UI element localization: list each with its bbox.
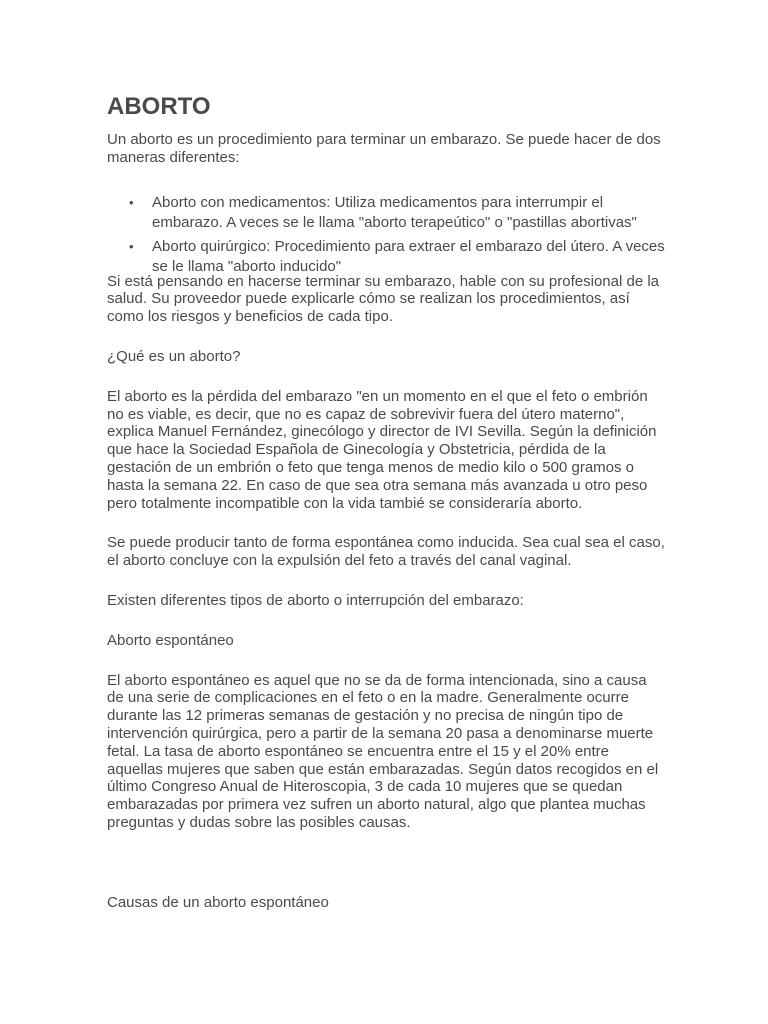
forms-paragraph: Se puede producir tanto de forma espontánea como inducida. Sea cual sea el caso, el aborto concluye con la expulsión del feto a través del canal vaginal. [107, 534, 665, 570]
spontaneous-heading: Aborto espontáneo [107, 631, 234, 649]
list-item [129, 237, 667, 277]
abortion-methods-list [107, 193, 667, 277]
advice-paragraph: Si está pensando en hacerse terminar su embarazo, hable con su profesional de la salud. Su proveedor puede explicarle cómo se realizan los procedimientos, así como los riesgos y beneficios de cada tipo. [107, 272, 660, 326]
spontaneous-paragraph: El aborto espontáneo es aquel que no se da de forma intencionada, sino a causa de una serie de complicaciones en el feto o en la madre. Generalmente ocurre durante las 12 primeras semanas de gestación y no precisa de ningún tipo de intervención quirúrgica, pero a partir de la semana 20 pasa a denominarse muerte fetal. La tasa de aborto espontáneo se encuentra entre el 15 y el 20% entre aquellas mujeres que saben que están embarazadas. Según datos recogidos en el último Congreso Anual de Hiteroscopia, 3 de cada 10 mujeres que se quedan embarazadas por primera vez sufren un aborto natural, algo que plantea muchas preguntas y dudas sobre las posibles causas. [107, 671, 659, 831]
types-intro-paragraph: Existen diferentes tipos de aborto o interrupción del embarazo: [107, 591, 524, 609]
intro-paragraph: Un aborto es un procedimiento para terminar un embarazo. Se puede hacer de dos maneras diferentes: [107, 131, 661, 166]
question-heading: ¿Qué es un aborto? [107, 347, 241, 365]
list-item [129, 193, 667, 233]
bullet-icon: • [129, 238, 134, 254]
document-page [107, 93, 667, 912]
bullet-icon: • [129, 194, 134, 210]
definition-paragraph: El aborto es la pérdida del embarazo "en un momento en el que el feto o embrión no es viable, es decir, que no es capaz de sobrevivir fuera del útero materno", explica Manuel Fernández, ginecólogo y director de IVI Sevilla. Según la definición que hace la Sociedad Española de Ginecología y Obstetricia, pérdida de la gestación de un embrión o feto que tenga menos de medio kilo o 500 gramos o hasta la semana 22. En caso de que sea otra semana más avanzada u otro peso pero totalmente incompatible con la vida tambié se consideraría aborto. [107, 387, 657, 512]
list-item-text: Aborto quirúrgico: Procedimiento para extraer el embarazo del útero. A veces se le llama "aborto inducido" [152, 237, 665, 275]
document-title: ABORTO [107, 93, 211, 120]
list-item-text: Aborto con medicamentos: Utiliza medicamentos para interrumpir el embarazo. A veces se le llama "aborto terapeútico" o "pastillas abortivas" [152, 193, 637, 231]
causes-heading: Causas de un aborto espontáneo [107, 893, 329, 911]
